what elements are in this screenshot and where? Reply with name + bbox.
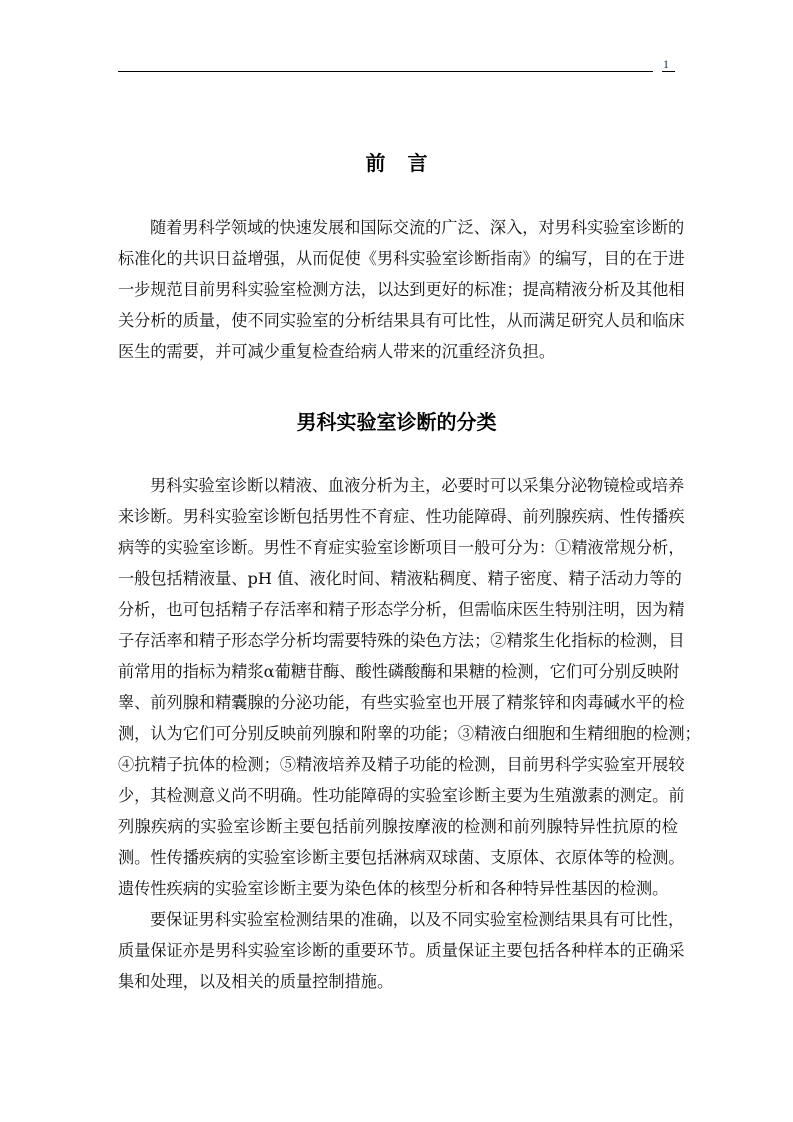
text-line: 病等的实验室诊断。男性不育症实验室诊断项目一般可分为：①精液常规分析，: [118, 538, 685, 557]
classification-title: 男科实验室诊断的分类: [296, 410, 497, 434]
text-line: 随着男科学领域的快速发展和国际交流的广泛、深入，对男科实验室诊断的: [150, 218, 685, 237]
page-number: 1: [663, 57, 669, 71]
text-line: 列腺疾病的实验室诊断主要包括前列腺按摩液的检测和前列腺特异性抗原的检: [118, 817, 678, 836]
header-rule: [118, 71, 653, 72]
text-line: 分析，也可包括精子存活率和精子形态学分析，但需临床医生特别注明，因为精: [118, 600, 685, 619]
text-line: 要保证男科实验室检测结果的准确，以及不同实验室检测结果具有可比性，: [150, 910, 685, 929]
text-line: 睾、前列腺和精囊腺的分泌功能，有些实验室也开展了精浆锌和肉毒碱水平的检: [118, 693, 685, 712]
text-line: 医生的需要，并可减少重复检查给病人带来的沉重经济负担。: [118, 342, 556, 361]
text-line: 男科实验室诊断以精液、血液分析为主，必要时可以采集分泌物镜检或培养: [150, 476, 685, 495]
text-line: 遗传性疾病的实验室诊断主要为染色体的核型分析和各种特异性基因的检测。: [118, 879, 669, 898]
text-line: 一般包括精液量、pH 值、液化时间、精液粘稠度、精子密度、精子活动力等的: [118, 569, 682, 588]
text-line: 测。性传播疾病的实验室诊断主要包括淋病双球菌、支原体、衣原体等的检测。: [118, 848, 685, 867]
text-line: 质量保证亦是男科实验室诊断的重要环节。质量保证主要包括各种样本的正确采: [118, 941, 685, 960]
preface-title: 前言: [365, 151, 450, 175]
text-line: 测，认为它们可分别反映前列腺和附睾的功能；③精液白细胞和生精细胞的检测；: [118, 724, 701, 743]
text-line: 少，其检测意义尚不明确。性功能障碍的实验室诊断主要为生殖激素的测定。前: [118, 786, 685, 805]
text-line: 前常用的指标为精浆α葡糖苷酶、酸性磷酸酶和果糖的检测，它们可分别反映附: [118, 662, 680, 681]
page-number-underline: [662, 71, 675, 72]
text-line: ④抗精子抗体的检测；⑤精液培养及精子功能的检测，目前男科学实验室开展较: [118, 755, 685, 774]
text-line: 子存活率和精子形态学分析均需要特殊的染色方法；②精浆生化指标的检测，目: [118, 631, 685, 650]
text-line: 关分析的质量，使不同实验室的分析结果具有可比性，从而满足研究人员和临床: [118, 311, 685, 330]
text-line: 标准化的共识日益增强，从而促使《男科实验室诊断指南》的编写，目的在于进: [118, 249, 685, 268]
text-line: 一步规范目前男科实验室检测方法，以达到更好的标准；提高精液分析及其他相: [118, 280, 685, 299]
text-line: 来诊断。男科实验室诊断包括男性不育症、性功能障碍、前列腺疾病、性传播疾: [118, 507, 685, 526]
text-line: 集和处理，以及相关的质量控制措施。: [118, 972, 394, 991]
